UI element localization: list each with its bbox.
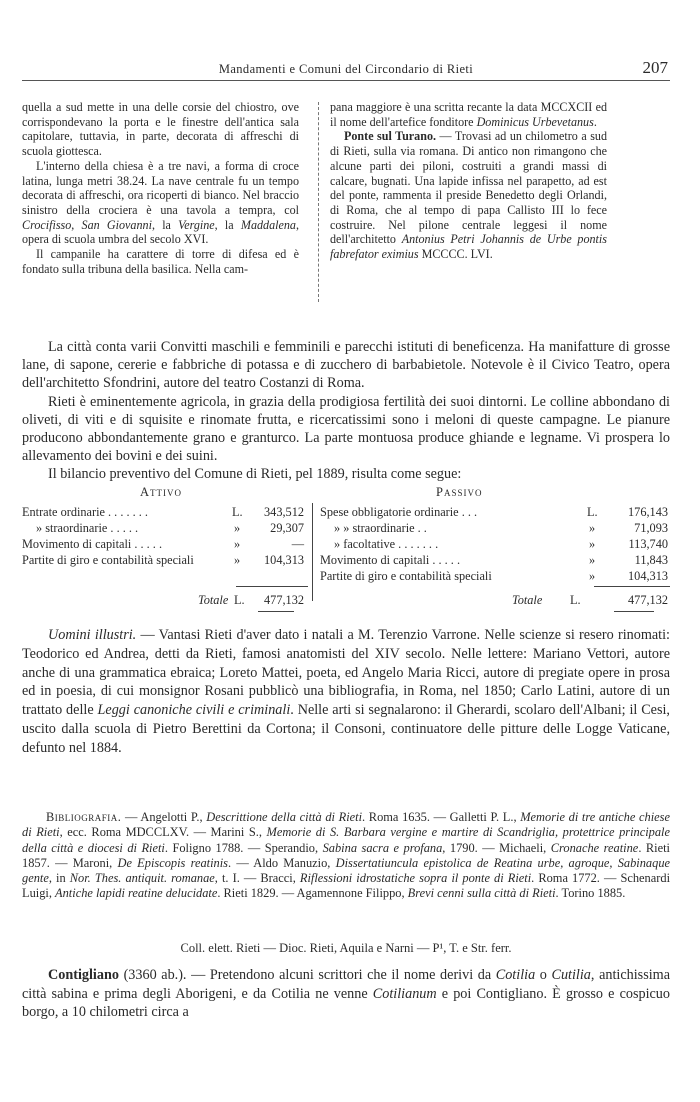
attivo-row-currency: » xyxy=(234,537,241,551)
passivo-total-rule xyxy=(594,586,670,587)
contigliano-heading: Contigliano xyxy=(48,967,119,983)
page-number: 207 xyxy=(642,58,668,77)
passivo-row-currency: » xyxy=(589,537,596,551)
contigliano-section xyxy=(22,966,670,1022)
main-text xyxy=(22,338,670,484)
passivo-row-currency: » xyxy=(589,569,596,583)
passivo-heading: Passivo xyxy=(436,485,483,499)
budget-table xyxy=(22,485,670,620)
attivo-row-label: Movimento di capitali . . . . . xyxy=(22,537,163,551)
passivo-total-amount: 477,132 xyxy=(628,593,668,607)
column-divider xyxy=(318,102,320,302)
header-rule xyxy=(22,80,670,81)
bibliography-section xyxy=(22,810,670,902)
passivo-row-amount: 71,093 xyxy=(634,521,668,535)
attivo-row-amount: — xyxy=(291,537,304,551)
passivo-row-label: » » straordinarie . . xyxy=(334,521,427,535)
left-paragraph-2: L'interno della chiesa è a tre navi, a forma di croce latina, lunga metri 38.24. La nave centrale fu un tempo decorata di affreschi, ora ricoperti di bianco. Nel braccio sinistro della crociera è una tavola a tempra, col Crocifisso, San Giovanni, la Vergine, la Maddalena, opera di scuola umbra del secolo XVI. xyxy=(22,158,299,247)
attivo-row-label: Entrate ordinarie . . . . . . . xyxy=(22,505,149,519)
passivo-row-label: Partite di giro e contabilità speciali xyxy=(320,569,492,583)
contigliano-paragraph: Contigliano (3360 ab.). — Pretendono alcuni scrittori che il nome derivi da Cotilia o Cutilia, antichissima città sabina e prima degli Aborigeni, e da Cotilia ne venne Cotilianum e poi Contigliano. È grosso e cospicuo borgo, a 10 chilometri circa a xyxy=(22,967,670,1020)
attivo-row-currency: L. xyxy=(232,505,243,519)
passivo-row-currency: » xyxy=(589,521,596,535)
budget-divider xyxy=(312,503,313,601)
body-paragraph-2: Rieti è eminentemente agricola, in grazia della prodigiosa fertilità dei suoi dintorni. Le colline abbondano di oliveti, di viti e di squisite e rinomate frutta, e ricercatissimi sono i meloni di queste campagne. Le pianure producono abbondantemente grano e granturco. La parte montuosa produce ghiande e legname. Vi prospera lo allevamento dei bovini e dei suini. xyxy=(22,393,670,465)
electoral-note: Coll. elett. Rieti — Dioc. Rieti, Aquila e Narni — P¹, T. e Str. ferr. xyxy=(180,941,512,955)
passivo-row-label: Movimento di capitali . . . . . xyxy=(320,553,461,567)
illustri-paragraph: Uomini illustri. — Vantasi Rieti d'aver dato i natali a M. Terenzio Varrone. Nelle scienze si resero rinomati: Teodorico ed Andrea, detti da Rieti, famosi anatomisti del XIV secolo. Nelle lettere: Mariano Vettori, autore anche di una grammatica ebraica; Loreto Mattei, poeta, ed Angelo Maria Ricci, autore di pregiate opere in prosa ed in poesia, di cui monsignor Rosani pubblicò una bibliografia, in Roma, nel 1850; Carlo Latini, autore di un trattato delle Leggi canoniche civili e criminali. Nelle arti si segnalarono: il Gherardi, scolaro dell'Albani; il Cesi, uscito dalla scuola di Pietro Berettini da Cortona; il Consoni, continuatore delle pitture delle Logge Vaticane, defunto nel 1884. xyxy=(22,627,670,756)
passivo-row-amount: 104,313 xyxy=(628,569,668,583)
bibliography-label: Bibliografia. xyxy=(46,810,122,824)
right-column xyxy=(330,100,607,262)
illustri-heading: Uomini illustri. xyxy=(48,627,137,643)
attivo-double-rule xyxy=(258,611,294,612)
passivo-row-currency: L. xyxy=(587,505,598,519)
passivo-row-amount: 113,740 xyxy=(628,537,668,551)
passivo-row-label: » facoltative . . . . . . . xyxy=(334,537,439,551)
passivo-total-currency: L. xyxy=(570,593,581,607)
attivo-row-currency: » xyxy=(234,521,241,535)
attivo-total-currency: L. xyxy=(234,593,245,607)
left-paragraph-1: quella a sud mette in una delle corsie del chiostro, ove corrispondevano la porta e le finestre dell'antica sala capitolare, tuttavia, in parte, decorata di affreschi di scuola giottesca. xyxy=(22,100,299,159)
attivo-row-label: Partite di giro e contabilità speciali xyxy=(22,553,194,567)
attivo-total-rule xyxy=(236,586,308,587)
passivo-row-currency: » xyxy=(589,553,596,567)
attivo-total-label: Totale xyxy=(198,593,229,607)
attivo-total-amount: 477,132 xyxy=(264,593,304,607)
left-paragraph-3: Il campanile ha carattere di torre di difesa ed è fondato sulla tribuna della basilica. Nella cam- xyxy=(22,247,299,276)
attivo-row-amount: 29,307 xyxy=(270,521,304,535)
attivo-row-amount: 104,313 xyxy=(264,553,304,567)
left-column xyxy=(22,100,299,276)
passivo-row-amount: 11,843 xyxy=(634,553,668,567)
running-header xyxy=(22,58,670,80)
passivo-row-amount: 176,143 xyxy=(628,505,668,519)
right-paragraph-2: Ponte sul Turano. — Trovasi ad un chilometro a sud di Rieti, sulla via romana. Di antico non rimangono che alcune parti dei piloni, costruiti a grandi massi di calcare, bugnati. Una lapide infissa nel parapetto, ad est del ponte, rammenta il preside Benedetto degli Orlandi, di Roma, che al tempo di papa Callisto III lo fece costruire. Nel pilone centrale leggesi il nome dell'architetto Antonius Petri Johannis de Urbe pontis fabrefator eximius MCCCC. LVI. xyxy=(330,129,607,262)
bibliography-paragraph: Bibliografia. — Angelotti P., Descrittione della città di Rieti. Roma 1635. — Galletti P. L., Memorie di tre antiche chiese di Rieti, ecc. Roma MDCCLXV. — Marini S., Memorie di S. Barbara vergine e martire di Scandriglia, protettrice principale della città e diocesi di Rieti. Foligno 1788. — Sperandio, Sabina sacra e profana, 1790. — Michaeli, Cronache reatine. Rieti 1857. — Maroni, De Episcopis reatinis. — Aldo Manuzio, Dissertatiuncula epistolica de Reatina urbe, agroque, Sabinaque gente, in Nor. Thes. antiquit. romanae, t. I. — Bracci, Riflessioni idrostatiche sopra il ponte di Rieti. Roma 1772. — Schenardi Luigi, Antiche lapidi reatine delucidate. Rieti 1829. — Agamennone Filippo, Brevi cenni sulla città di Rieti. Torino 1885. xyxy=(22,810,671,901)
attivo-row-label: » straordinarie . . . . . xyxy=(36,521,139,535)
two-column-section xyxy=(22,100,672,312)
attivo-row-amount: 343,512 xyxy=(264,505,304,519)
right-paragraph-1: pana maggiore è una scritta recante la data MCCXCII ed il nome dell'artefice fonditore Dominicus Urbevetanus. xyxy=(330,100,607,129)
running-title: Mandamenti e Comuni del Circondario di Rieti xyxy=(218,62,474,76)
attivo-heading: Attivo xyxy=(140,485,183,499)
passivo-double-rule xyxy=(614,611,654,612)
passivo-total-label: Totale xyxy=(512,593,543,607)
ponte-heading: Ponte sul Turano. xyxy=(344,129,437,144)
attivo-row-currency: » xyxy=(234,553,241,567)
passivo-row-label: Spese obbligatorie ordinarie . . . xyxy=(320,505,478,519)
body-paragraph-1: La città conta varii Convitti maschili e femminili e parecchi istituti di beneficenza. Ha manifatture di grosse lane, di sapone, cererie e fabbriche di potassa e di zucchero di barbabietole. Notevole è il Civico Teatro, opera dell'architetto Sfondrini, autore del teatro Costanzi di Roma. xyxy=(22,339,670,392)
body-paragraph-3: Il bilancio preventivo del Comune di Rieti, pel 1889, risulta come segue: xyxy=(48,466,462,483)
uomini-illustri-section xyxy=(22,626,670,758)
